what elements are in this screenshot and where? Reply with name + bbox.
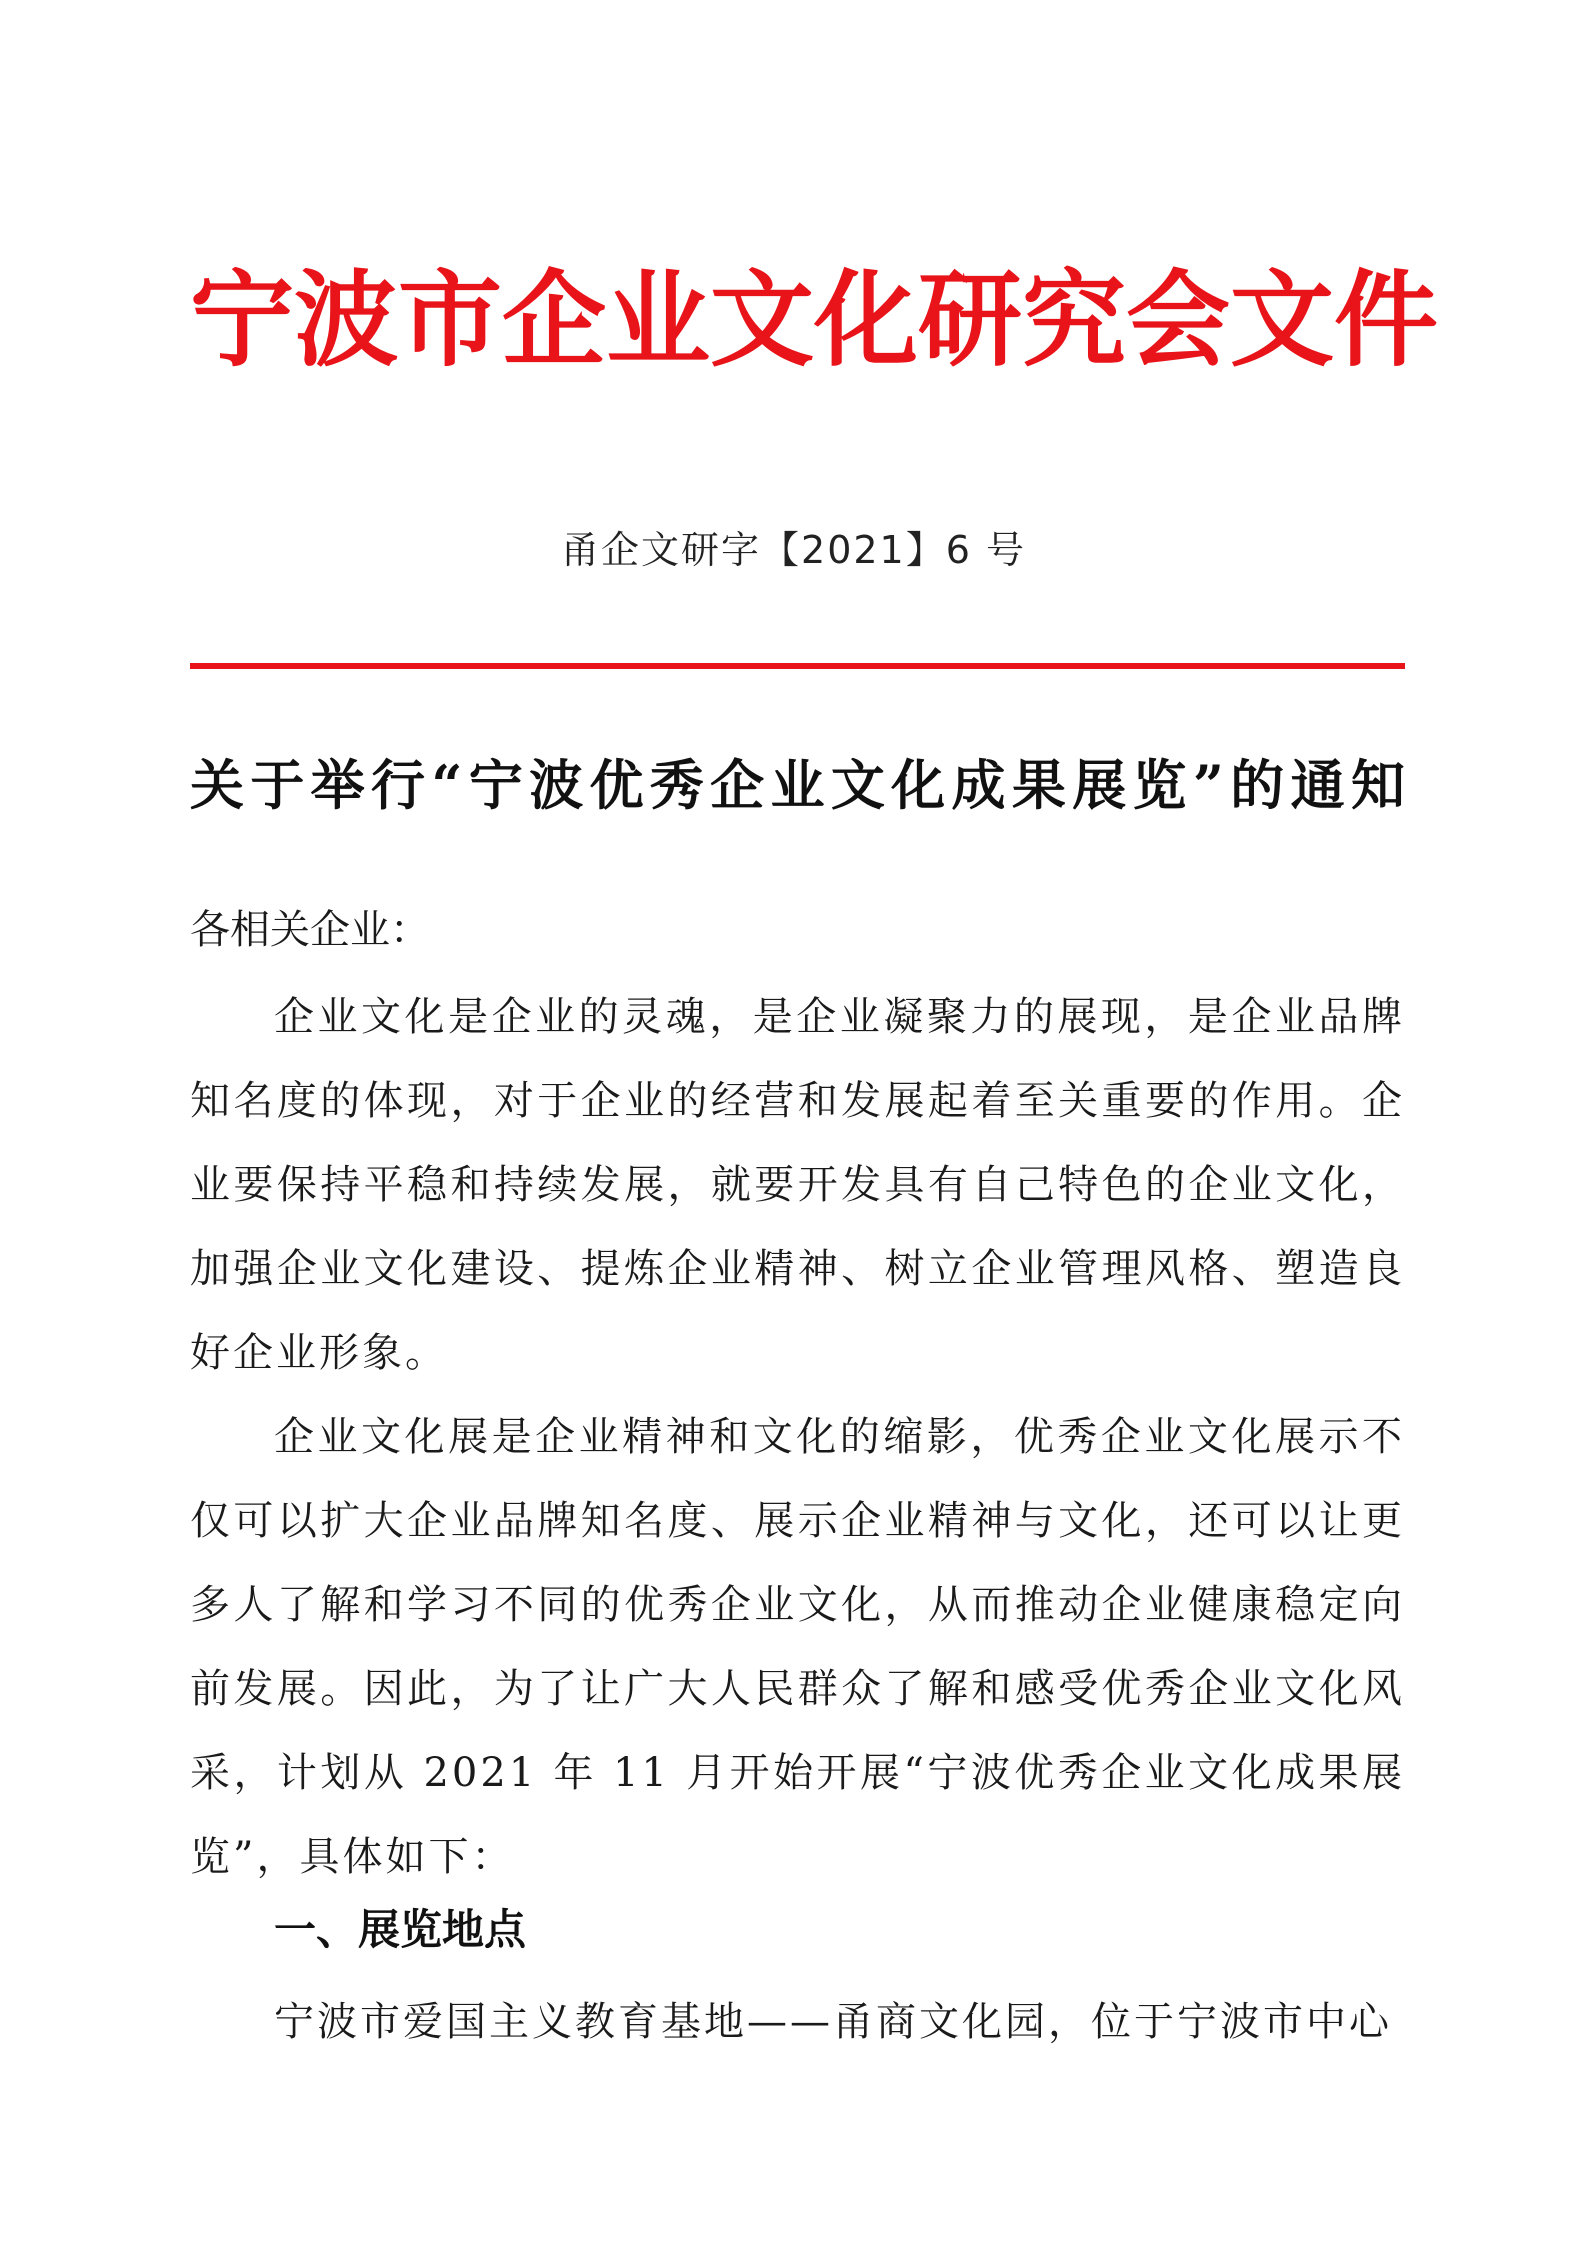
paragraph-1: 企业文化是企业的灵魂，是企业凝聚力的展现，是企业品牌知名度的体现，对于企业的经营和发展起着至关重要的作用。企业要保持平稳和持续发展，就要开发具有自己特色的企业文化，加强企业文化建设、提炼企业精神、树立企业管理风格、塑造良好企业形象。 (190, 994, 1405, 1376)
notice-title: 关于举行“宁波优秀企业文化成果展览”的通知 (190, 753, 1405, 817)
red-divider-line (190, 663, 1405, 669)
section-1-text: 宁波市爱国主义教育基地——甬商文化园，位于宁波市中心 (274, 1999, 1392, 2045)
section-heading-exhibition-location: 一、展览地点 (274, 1905, 527, 1954)
document-number: 甬企文研字【2021】6 号 (561, 528, 1026, 572)
salutation: 各相关企业： (190, 907, 430, 953)
paragraph-2: 企业文化展是企业精神和文化的缩影，优秀企业文化展示不仅可以扩大企业品牌知名度、展示企业精神与文化，还可以让更多人了解和学习不同的优秀企业文化，从而推动企业健康稳定向前发展。因此，为了让广大人民群众了解和感受优秀企业文化风采，计划从 2021 年 11 月开始开展“宁波优秀企业文化成果展览”，具体如下： (190, 1414, 1405, 1880)
masthead-title: 宁波市企业文化研究会文件 (190, 259, 1439, 381)
